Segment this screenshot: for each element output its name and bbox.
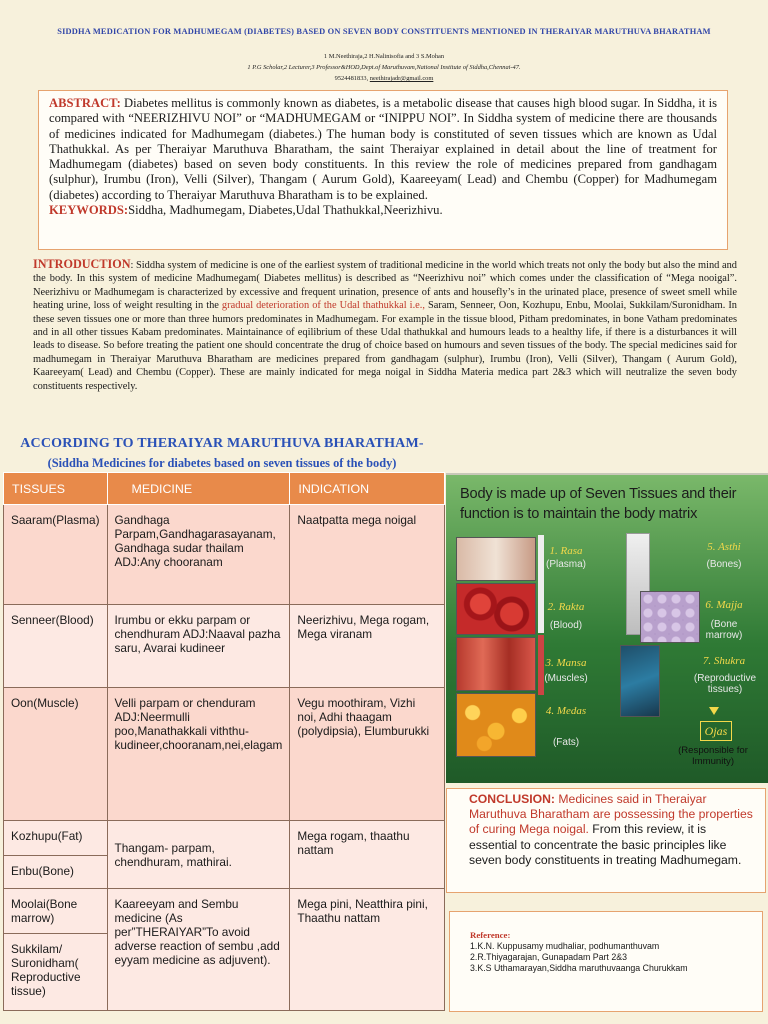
- reference-label: Reference:: [470, 930, 511, 940]
- tissue-label-5: 5. Asthi: [707, 541, 741, 553]
- blood-image: [456, 583, 536, 635]
- seven-tissues-image: [446, 473, 768, 783]
- tissue-sub-2: (Blood): [549, 620, 583, 631]
- reference-item: 1.K.N. Kuppusamy mudhaliar, podhumanthuvam: [470, 941, 660, 951]
- email-link[interactable]: neethirajadr@gmail.com: [369, 75, 434, 82]
- medicine-cell: Velli parpam or chenduram ADJ:Neermulli poo,Manathakkali viththu-kudineer,chooranam,nei,elagam: [107, 688, 290, 821]
- introduction-label: INTRODUCTION: [33, 257, 131, 271]
- tissue-label-2: 2. Rakta: [547, 601, 585, 613]
- abstract-text: Diabetes mellitus is commonly known as diabetes, is a metabolic disease that causes high blood sugar. In Siddha, it is compared with “NEERIZHIVU NOI” or “MADHUMEGAM or “INIPPU NOI”. In Siddha system of medicine there are thousands of medicines indicated for Madhumegam (diabetes.) The human body is constituted of seven tissues which are known as Udal Thathukkal. As per Theraiyar Maruthuva Bharatham, the saint Theraiyar explained in detail about the line of treatment for Madhumegam (diabetes) based on seven body constituents. In this review the role of medicines prepared from gandhagam (sulphur), Irumbu (Iron), Velli (Silver), Thangam ( Aurum Gold), Kaareeyam( Lead) and Chembu (Copper) for Madhumegam (diabetes) according to Theraiyar Maruthuva Bharatham is to be explained.: [49, 96, 717, 202]
- conclusion-text: From this review, it is essential to concentrate the basic principles like seven body constituents in treating Madhumegam.: [469, 822, 742, 867]
- section-subheading: (Siddha Medicines for diabetes based on seven tissues of the body): [47, 456, 397, 470]
- introduction-text-2: Saram, Senneer, Oon, Kozhupu, Enbu, Moolai, Sukkilam/Suronidham. In these seven tissues one or more than three humors predominates in Madhumegam. For example in the tissue blood, Pitham predominates, in bone Vatham predominates and in all other tissues Kabam predominates. Maintainance of eqilibrium of these Udal thathukkal and humours leads to a healthy life, if there is a disturbances it will leads to disease. So before treating the patient one should concentrate the drug of choice based on humours and seven tissues of the body. The special medicines said for madhumegam in Theraiyar Maruthuva Bharatham are medicines prepared from gandhagam (sulphur), Irumbu (Iron), Velli (Silver), Thangam ( Aurum Gold), Kaareeyam( Lead) and Chembu (Copper). These are mainly indicated for mega noigal in Siddha Materia medica part 2&3 which will neutralize the seven body constituents respectively.: [33, 300, 737, 392]
- tissue-cell: Kozhupu(Fat): [4, 821, 108, 856]
- table-row: [4, 889, 445, 934]
- introduction-text-1: : Siddha system of medicine is one of the earliest system of traditional medicine in the world which treats not only the body but also the mind and the body. In this system of medicine Madhumegam( Diabetes mellitus) is described as “Neerizhivu noi” which comes under the classification of “Mega nooigal”. Neerizhivu or Madhumegam is characterized by excessive and frequent urination, presence of ants and housefly’s in the urinated place, presence of sweet smell while heating urine, loss of weight resulting in the: [33, 260, 737, 312]
- indication-cell: Vegu moothiram, Vizhi noi, Adhi thaagam (polydipsia), Elumburukki: [290, 688, 445, 821]
- tissue-cell: Saaram(Plasma): [4, 505, 108, 605]
- table-row: [4, 505, 445, 605]
- tissue-sub-1: (Plasma): [545, 559, 586, 570]
- muscle-image: [456, 637, 536, 691]
- tissue-sub-7: (Reproductive tissues): [693, 673, 757, 695]
- conclusion-highlight: Medicines said in Theraiyar Maruthuva Bharatham are possessing the properties of curing Mega noigal.: [469, 792, 753, 837]
- tissue-cell: Senneer(Blood): [4, 605, 108, 688]
- tissue-cell: Moolai(Bone marrow): [4, 889, 108, 934]
- keywords-label: KEYWORDS:: [49, 203, 129, 218]
- medicine-cell: Kaareeyam and Sembu medicine (As per”THERAIYAR”To avoid adverse reaction of sembu ,add eyyam medicine as adjuvent).: [107, 889, 290, 1011]
- keywords-text: Siddha, Madhumegam, Diabetes,Udal Thathukkal,Neerizhivu.: [128, 203, 443, 218]
- reference-box: [449, 911, 763, 1012]
- tissue-label-6: 6. Majja: [705, 599, 743, 611]
- ojas-label: Ojas: [700, 721, 732, 741]
- medicine-cell: Thangam- parpam, chendhuram, mathirai.: [107, 821, 290, 889]
- tissue-label-7: 7. Shukra: [702, 655, 746, 667]
- reference-item: 2.R.Thiyagarajan, Gunapadam Part 2&3: [470, 952, 627, 962]
- header-tissues: TISSUES: [4, 473, 108, 505]
- abstract-label: ABSTRACT:: [49, 96, 121, 110]
- tissue-label-3: 3. Mansa: [545, 657, 587, 669]
- header-medicine: MEDICINE: [107, 473, 290, 505]
- arrow-down-icon: [709, 707, 719, 715]
- bone-marrow-image: [640, 591, 700, 643]
- tissue-sub-3: (Muscles): [544, 673, 588, 684]
- medicine-cell: Irumbu or ekku parpam or chendhuram ADJ:Naaval pazha saru, Avarai kudineer: [107, 605, 290, 688]
- contact-line: [0, 75, 768, 82]
- header-indication: INDICATION: [290, 473, 445, 505]
- conclusion-box: [446, 788, 766, 893]
- tissue-cell: Sukkilam/ Suronidham( Reproductive tissue): [4, 934, 108, 1011]
- indication-cell: Mega pini, Neatthira pini, Thaathu nattam: [290, 889, 445, 1011]
- table-row: [4, 688, 445, 821]
- phone-number: 9524481833,: [334, 75, 369, 82]
- tissue-cell: Enbu(Bone): [4, 856, 108, 889]
- conclusion-label: CONCLUSION:: [469, 792, 555, 806]
- tissue-sub-5: (Bones): [706, 559, 742, 570]
- medicine-table: [3, 472, 445, 1011]
- affiliation-line: 1 P.G Scholar,2 Lecturer,3 Professor&HOD,Dept.of Maruthuvam,National Institute of Siddha,Chennai-47.: [247, 64, 521, 71]
- section-heading: ACCORDING TO THERAIYAR MARUTHUVA BHARATHAM-: [20, 436, 424, 451]
- ojas-subtitle: (Responsible for Immunity): [678, 745, 748, 767]
- abstract-box: [38, 90, 728, 250]
- introduction-highlight: gradual deterioration of the Udal thathukkal i.e.,: [221, 300, 425, 312]
- table-row: [4, 821, 445, 856]
- reference-item: 3.K.S Uthamarayan,Siddha maruthuvaanga Churukkam: [470, 963, 688, 973]
- table-row: [4, 605, 445, 688]
- poster-title: SIDDHA MEDICATION FOR MADHUMEGAM (DIABETES) BASED ON SEVEN BODY CONSTITUENTS MENTIONED IN THERAIYAR MARUTHUVA BHARATHAM: [57, 27, 711, 36]
- tissue-sub-6: (Bone marrow): [705, 619, 743, 641]
- reproductive-image: [620, 645, 660, 717]
- tissue-label-4: 4. Medas: [545, 705, 587, 717]
- introduction-section: [33, 258, 737, 393]
- authors-line: 1 M.Neethiraja,2 H.Nalinisofia and 3 S.Mohan: [323, 53, 445, 60]
- image-title: Body is made up of Seven Tissues and their function is to maintain the body matrix: [460, 486, 737, 522]
- plasma-image: [456, 537, 536, 581]
- indication-cell: Naatpatta mega noigal: [290, 505, 445, 605]
- tissue-cell: Oon(Muscle): [4, 688, 108, 821]
- fat-image: [456, 693, 536, 757]
- medicine-cell: Gandhaga Parpam,Gandhagarasayanam, Gandhaga sudar thailam ADJ:Any chooranam: [107, 505, 290, 605]
- tissue-sub-4: (Fats): [552, 737, 580, 748]
- indication-cell: Mega rogam, thaathu nattam: [290, 821, 445, 889]
- table-header-row: [4, 473, 445, 505]
- indication-cell: Neerizhivu, Mega rogam, Mega viranam: [290, 605, 445, 688]
- tissue-label-1: 1. Rasa: [549, 545, 583, 557]
